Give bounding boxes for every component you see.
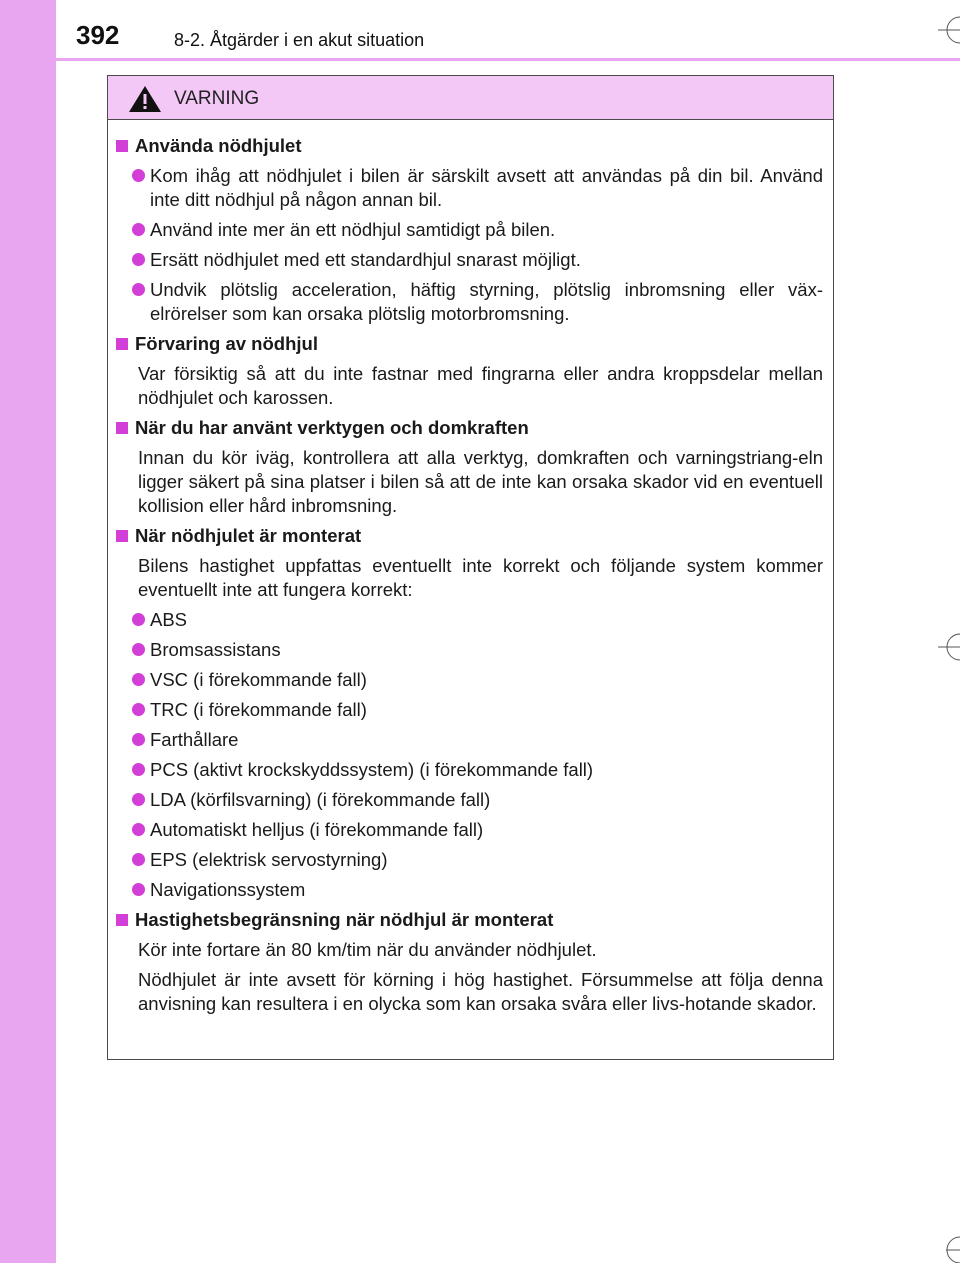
heading-text: Hastighetsbegränsning när nödhjul är monterat [135, 909, 554, 930]
heading-text: Använda nödhjulet [135, 135, 302, 156]
list-item [116, 878, 823, 902]
bullet-dot-icon [132, 643, 145, 656]
bullet-dot-icon [132, 763, 145, 776]
paragraph: Innan du kör iväg, kontrollera att alla verktyg, domkraften och varningstriang-eln ligger säkert på sina platser i bilen så att de inte kan orsaka skador vid en eventuell kollision eller hård inbromsning. [138, 447, 823, 516]
list-item [116, 278, 823, 326]
side-color-band [0, 0, 56, 1263]
bullet-text: Farthållare [150, 729, 239, 750]
bullet-dot-icon [132, 673, 145, 686]
bullet-dot-icon [132, 793, 145, 806]
warning-header [108, 76, 833, 120]
list-item [116, 698, 823, 722]
bullet-text: Bromsassistans [150, 639, 281, 660]
list-item [116, 848, 823, 872]
bullet-text: EPS (elektrisk servostyrning) [150, 849, 388, 870]
heading-square-icon [116, 338, 128, 350]
heading-text: När nödhjulet är monterat [135, 525, 362, 546]
bullet-dot-icon [132, 733, 145, 746]
section-heading [116, 332, 823, 356]
crop-mark-bottom-right-icon [938, 1228, 960, 1263]
bullet-dot-icon [132, 613, 145, 626]
bullet-dot-icon [132, 883, 145, 896]
paragraph: Var försiktig så att du inte fastnar med fingrarna eller andra kroppsdelar mellan nödhjulet och karossen. [138, 363, 823, 408]
list-item [116, 818, 823, 842]
heading-square-icon [116, 422, 128, 434]
heading-text: När du har använt verktygen och domkraften [135, 417, 529, 438]
heading-text: Förvaring av nödhjul [135, 333, 318, 354]
bullet-text: ABS [150, 609, 188, 630]
bullet-text: Automatiskt helljus (i förekommande fall) [150, 819, 484, 840]
list-item [116, 218, 823, 242]
heading-square-icon [116, 914, 128, 926]
heading-square-icon [116, 140, 128, 152]
bullet-text: PCS (aktivt krockskyddssystem) (i förekommande fall) [150, 759, 594, 780]
bullet-dot-icon [132, 823, 145, 836]
bullet-text: VSC (i förekommande fall) [150, 669, 367, 690]
list-item [116, 728, 823, 752]
bullet-text: Ersätt nödhjulet med ett standardhjul snarast möjligt. [150, 249, 581, 270]
bullet-dot-icon [132, 253, 145, 266]
bullet-dot-icon [132, 169, 145, 182]
paragraph: Kör inte fortare än 80 km/tim när du använder nödhjulet. [138, 939, 597, 960]
section-heading [116, 524, 823, 548]
bullet-dot-icon [132, 223, 145, 236]
list-item [116, 248, 823, 272]
bullet-text: TRC (i förekommande fall) [150, 699, 367, 720]
section-heading [116, 416, 823, 440]
warning-triangle-icon [128, 85, 162, 113]
header-rule [56, 58, 960, 61]
bullet-dot-icon [132, 283, 145, 296]
list-item [116, 164, 823, 212]
crop-mark-right-icon [938, 625, 960, 669]
heading-square-icon [116, 530, 128, 542]
bullet-text: Navigationssystem [150, 879, 306, 900]
paragraph: Bilens hastighet uppfattas eventuellt inte korrekt och följande system kommer eventuellt inte att fungera korrekt: [138, 555, 823, 600]
section-heading [116, 134, 823, 158]
crop-mark-top-right-icon [938, 8, 960, 52]
paragraph: Nödhjulet är inte avsett för körning i hög hastighet. Försummelse att följa denna anvisning kan resultera i en olycka som kan orsaka svåra eller livs-hotande skador. [138, 969, 823, 1014]
section-heading [116, 908, 823, 932]
warning-label: VARNING [174, 88, 260, 109]
bullet-dot-icon [132, 703, 145, 716]
bullet-text: Kom ihåg att nödhjulet i bilen är särskilt avsett att användas på din bil. Använd inte ditt nödhjul på någon annan bil. [150, 165, 823, 210]
bullet-dot-icon [132, 853, 145, 866]
bullet-text: LDA (körfilsvarning) (i förekommande fall) [150, 789, 491, 810]
list-item [116, 638, 823, 662]
warning-box [107, 75, 834, 1060]
list-item [116, 758, 823, 782]
list-item [116, 668, 823, 692]
warning-body [108, 120, 833, 1016]
list-item [116, 788, 823, 812]
section-title: 8-2. Åtgärder i en akut situation [174, 30, 425, 50]
bullet-text: Undvik plötslig acceleration, häftig styrning, plötslig inbromsning eller väx-elrörelser som kan orsaka plötslig motorbromsning. [150, 279, 823, 324]
bullet-text: Använd inte mer än ett nödhjul samtidigt på bilen. [150, 219, 556, 240]
list-item [116, 608, 823, 632]
page-number: 392 [76, 20, 120, 50]
